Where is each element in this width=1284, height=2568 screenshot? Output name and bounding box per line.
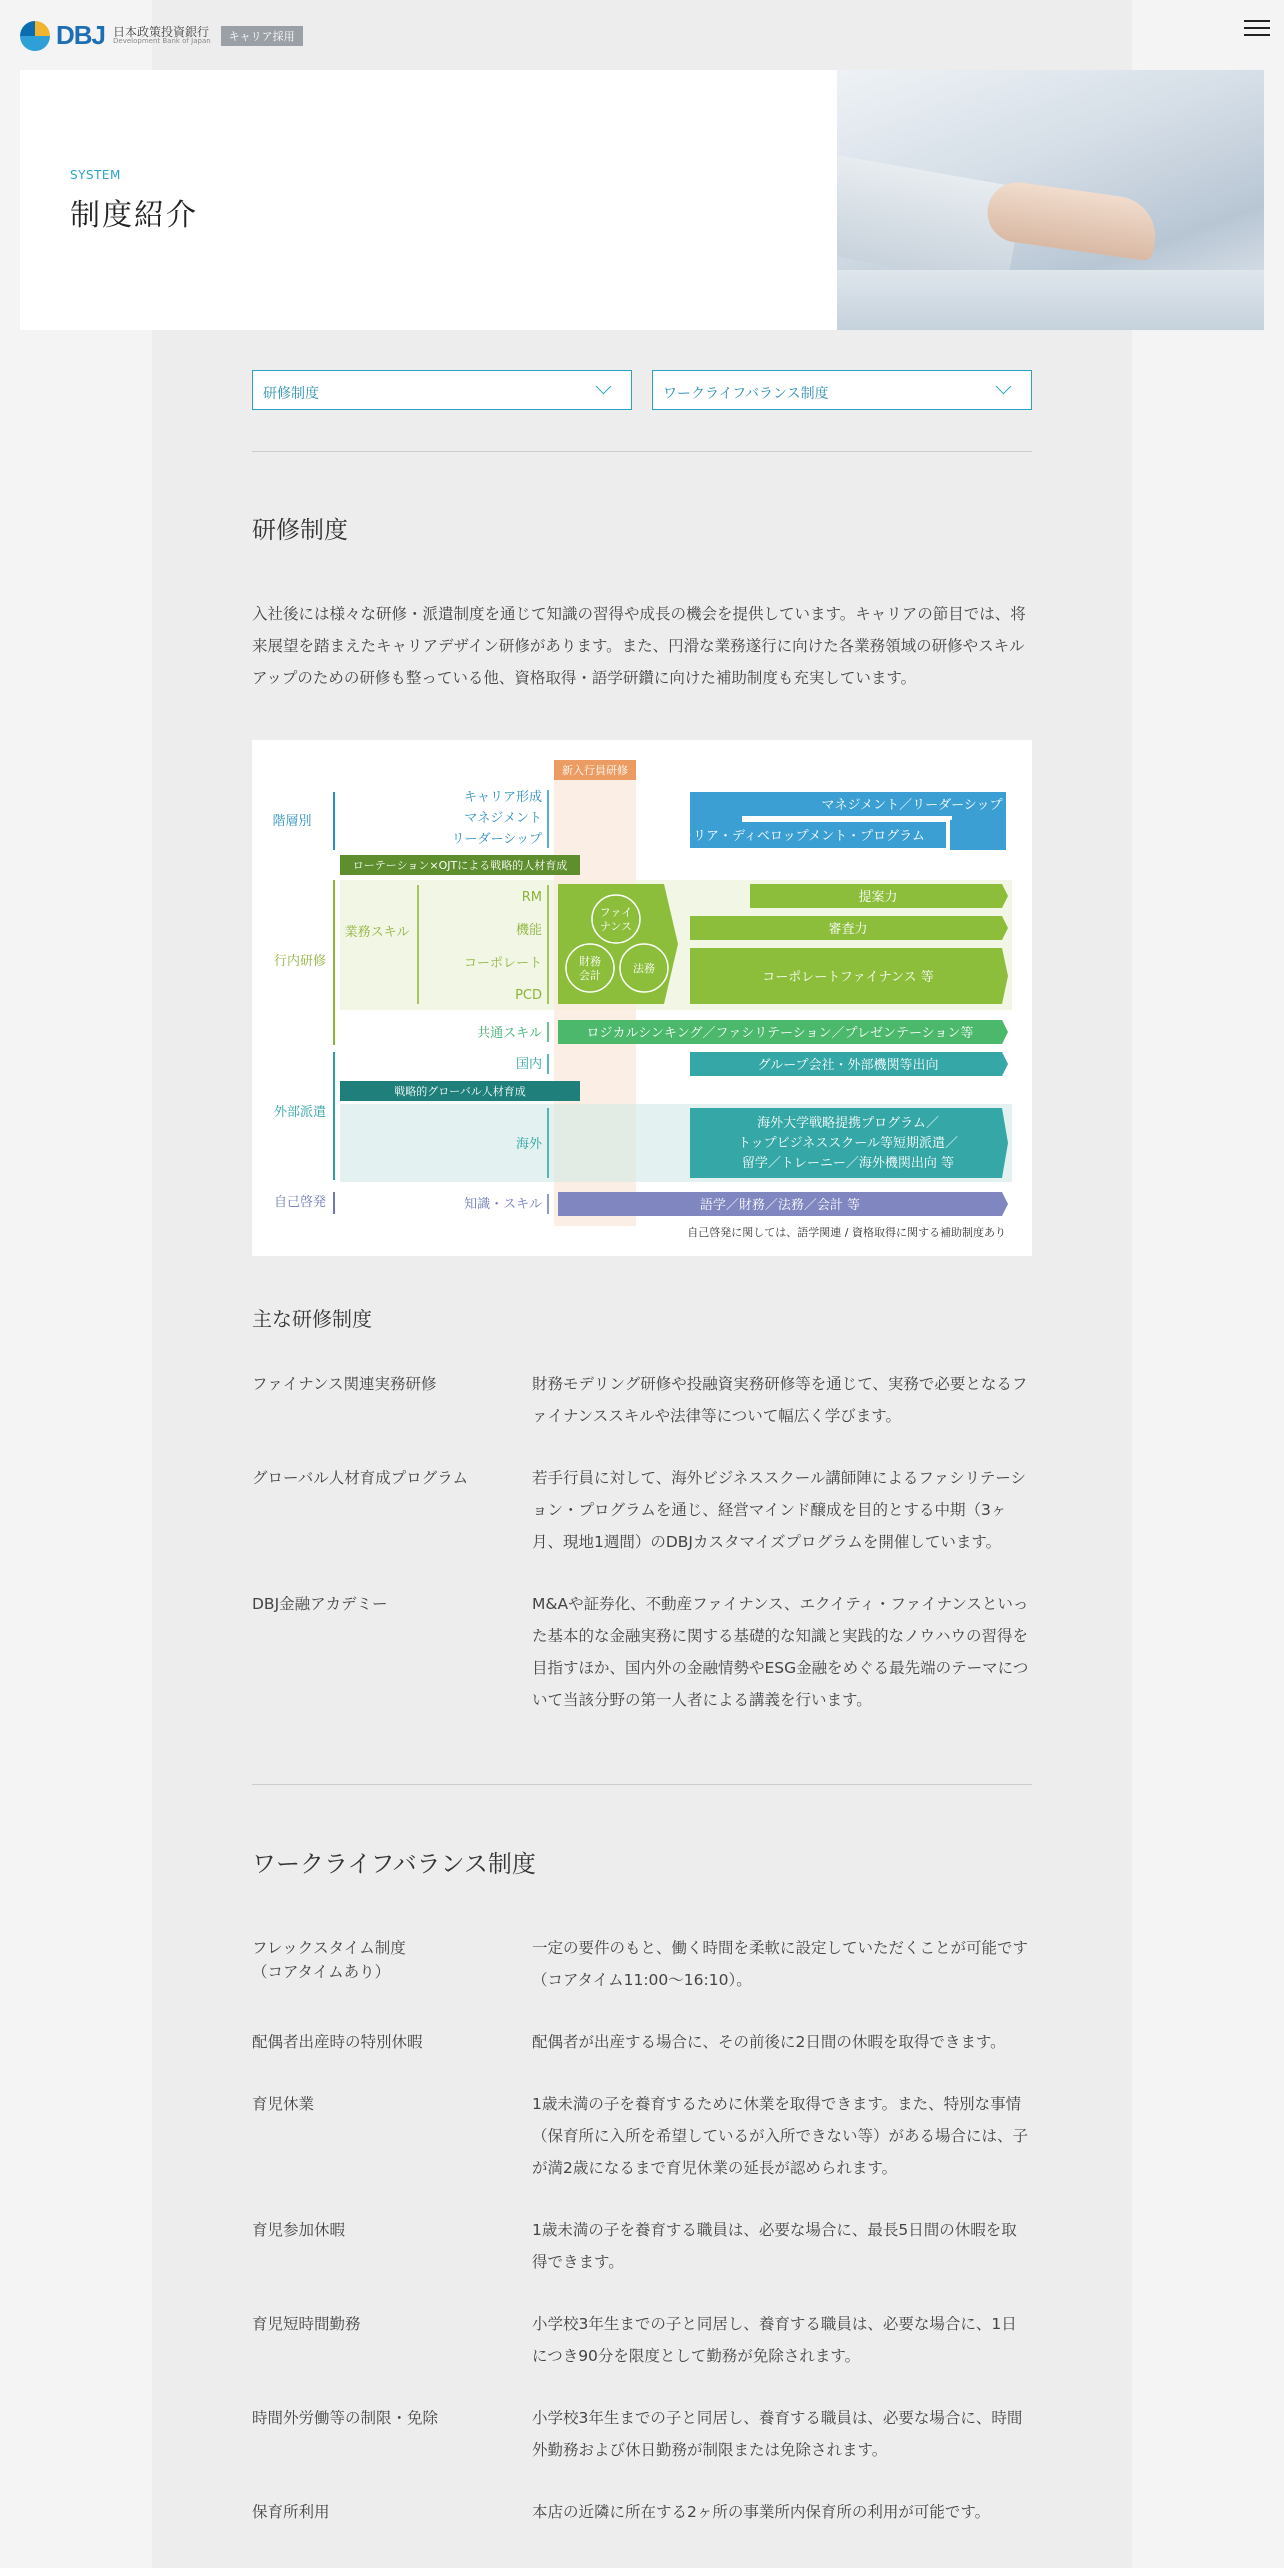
skill-pcd: PCD (515, 988, 542, 1003)
page-side-band-right (1132, 0, 1284, 2568)
overseas-line-2: トップビジネススクール等短期派遣／ (738, 1136, 958, 1151)
career-line-3: リーダーシップ (451, 832, 542, 847)
logo-jp: 日本政策投資銀行 (113, 24, 210, 39)
skill-rm: RM (521, 890, 542, 905)
wlb-desc-4: 小学校3年生までの子と同居し、養育する職員は、必要な場合に、1日につき90分を限度として勤務が免除されます。 (532, 2315, 1017, 2365)
circle-accounting-l2: 会計 (579, 969, 601, 982)
self-dev-note: 自己啓発に関しては、語学関連 / 資格取得に関する補助制度あり (687, 1226, 1006, 1239)
career-line-1: キャリア形成 (463, 790, 542, 805)
dbj-logo-icon (20, 21, 50, 51)
cat-self: 自己啓発 (273, 1195, 327, 1210)
cat-hierarchy: 階層別 (272, 814, 312, 829)
circle-accounting-l1: 財務 (579, 955, 601, 968)
wlb-label-1: 配偶者出産時の特別休暇 (252, 2033, 423, 2051)
main-training-label-0: ファイナンス関連実務研修 (252, 1375, 437, 1393)
divider (252, 451, 1032, 452)
hero-photo (837, 70, 1264, 330)
logo-dbj-text: DBJ (56, 20, 106, 50)
rotation-label: ローテーション×OJTによる戦略的人材育成 (352, 859, 568, 872)
chevron-down-icon (596, 379, 612, 395)
training-title: 研修制度 (252, 516, 348, 544)
proposal-label: 提案力 (858, 890, 898, 905)
cat-external: 外部派遣 (273, 1105, 327, 1120)
page-title: 制度紹介 (70, 198, 198, 233)
wlb-label-0: フレックスタイム制度 （コアタイムあり） (252, 1939, 406, 1981)
overseas-line-1: 海外大学戦略提携プログラム／ (757, 1116, 939, 1131)
circle-finance-l1: ファイ (599, 906, 633, 919)
wlb-desc-1: 配偶者が出産する場合に、その前後に2日間の休暇を取得できます。 (532, 2033, 1006, 2051)
global-dev-label: 戦略的グローバル人材育成 (394, 1085, 526, 1098)
site-header (0, 0, 1284, 70)
skill-corporate: コーポレート (463, 956, 542, 971)
main-training-label-2: DBJ金融アカデミー (252, 1595, 388, 1613)
new-hire-label: 新入行員研修 (562, 764, 628, 777)
divider (252, 1784, 1032, 1785)
circle-legal-label: 法務 (633, 962, 655, 975)
biz-skill: 業務スキル (344, 925, 410, 940)
dbj-logo[interactable] (20, 20, 303, 51)
wlb-title: ワークライフバランス制度 (252, 1850, 536, 1878)
chevron-down-icon (996, 379, 1012, 395)
overseas: 海外 (515, 1137, 542, 1152)
wlb-desc-0: 一定の要件のもと、働く時間を柔軟に設定していただくことが可能です（コアタイム11:00〜16:10）。 (532, 1939, 1029, 1989)
wlb-desc-6: 本店の近隣に所在する2ヶ所の事業所内保育所の利用が可能です。 (532, 2503, 991, 2521)
review-label: 審査力 (828, 922, 868, 937)
select-training[interactable] (252, 370, 632, 410)
logo-en: Development Bank of Japan (113, 37, 211, 46)
main-training-desc-1: 若手行員に対して、海外ビジネススクール講師陣によるファシリテーション・プログラムを通じ、経営マインド醸成を目的とする中期（3ヶ月、現地1週間）のDBJカスタマイズプログラムを開催しています。 (532, 1469, 1026, 1551)
career-tag: キャリア採用 (221, 26, 303, 46)
select-worklife[interactable] (652, 370, 1032, 410)
menu-icon[interactable] (1244, 20, 1270, 38)
wlb-label-2: 育児休業 (252, 2095, 315, 2113)
main-training-desc-0: 財務モデリング研修や投融資実務研修等を通じて、実務で必要となるファイナンススキルや法律等について幅広く学びます。 (532, 1375, 1028, 1425)
hero-subtitle: SYSTEM (70, 168, 121, 182)
knowledge: 知識・スキル (464, 1197, 542, 1212)
domestic: 国内 (515, 1057, 542, 1072)
mgmt-label: マネジメント／リーダーシップ (821, 798, 1003, 813)
training-diagram (252, 740, 1032, 1256)
overseas-line-3: 留学／トレーニー／海外機関出向 等 (741, 1156, 955, 1171)
cat-inhouse: 行内研修 (273, 954, 327, 969)
common-skill: 共通スキル (477, 1026, 542, 1041)
wlb-desc-5: 小学校3年生までの子と同居し、養育する職員は、必要な場合に、時間外勤務および休日勤務が制限または免除されます。 (532, 2409, 1023, 2459)
corp-finance-label: コーポレートファイナンス 等 (762, 970, 934, 985)
main-training-desc-2: M&Aや証券化、不動産ファイナンス、エクイティ・ファイナンスといった基本的な金融実務に関する基礎的な知識と実践的なノウハウの習得を目指すほか、国内外の金融情勢やESG金融をめぐる最先端のテーマについて当該分野の第一人者による講義を行います。 (532, 1595, 1029, 1709)
circle-finance-l2: ナンス (599, 920, 633, 933)
select-worklife-value: ワークライフバランス制度 (663, 386, 829, 402)
wlb-label-3: 育児参加休暇 (252, 2221, 346, 2239)
wlb-label-4: 育児短時間勤務 (252, 2315, 361, 2333)
domestic-label: グループ会社・外部機関等出向 (757, 1058, 939, 1073)
training-intro: 入社後には様々な研修・派遣制度を通じて知識の習得や成長の機会を提供しています。キャリアの節目では、将来展望を踏まえたキャリアデザイン研修があります。また、円滑な業務遂行に向けた各業務領域の研修やスキルアップのための研修も整っている他、資格取得・語学研鑽に向けた補助制度も充実しています。 (252, 605, 1026, 687)
skill-function: 機能 (515, 923, 542, 938)
select-training-value: 研修制度 (263, 386, 319, 402)
page-side-band-left (0, 0, 152, 2568)
main-training-label-1: グローバル人材育成プログラム (252, 1469, 469, 1487)
knowledge-label: 語学／財務／法務／会計 等 (699, 1198, 861, 1213)
wlb-label-6: 保育所利用 (252, 2503, 330, 2521)
career-line-2: マネジメント (464, 811, 542, 826)
wlb-desc-2: 1歳未満の子を養育するために休業を取得できます。また、特別な事情（保育所に入所を希望しているが入所できない等）がある場合には、子が満2歳になるまで育児休業の延長が認められます。 (532, 2095, 1029, 2177)
logo-bank-name (113, 26, 211, 46)
wlb-label-5: 時間外労働等の制限・免除 (252, 2409, 439, 2427)
common-skill-label: ロジカルシンキング／ファシリテーション／プレゼンテーション等 (586, 1026, 974, 1041)
career-program-label: キャリア・ディベロップメント・プログラム (666, 829, 926, 844)
main-training-title: 主な研修制度 (252, 1307, 372, 1331)
wlb-desc-3: 1歳未満の子を養育する職員は、必要な場合に、最長5日間の休暇を取得できます。 (532, 2221, 1017, 2271)
